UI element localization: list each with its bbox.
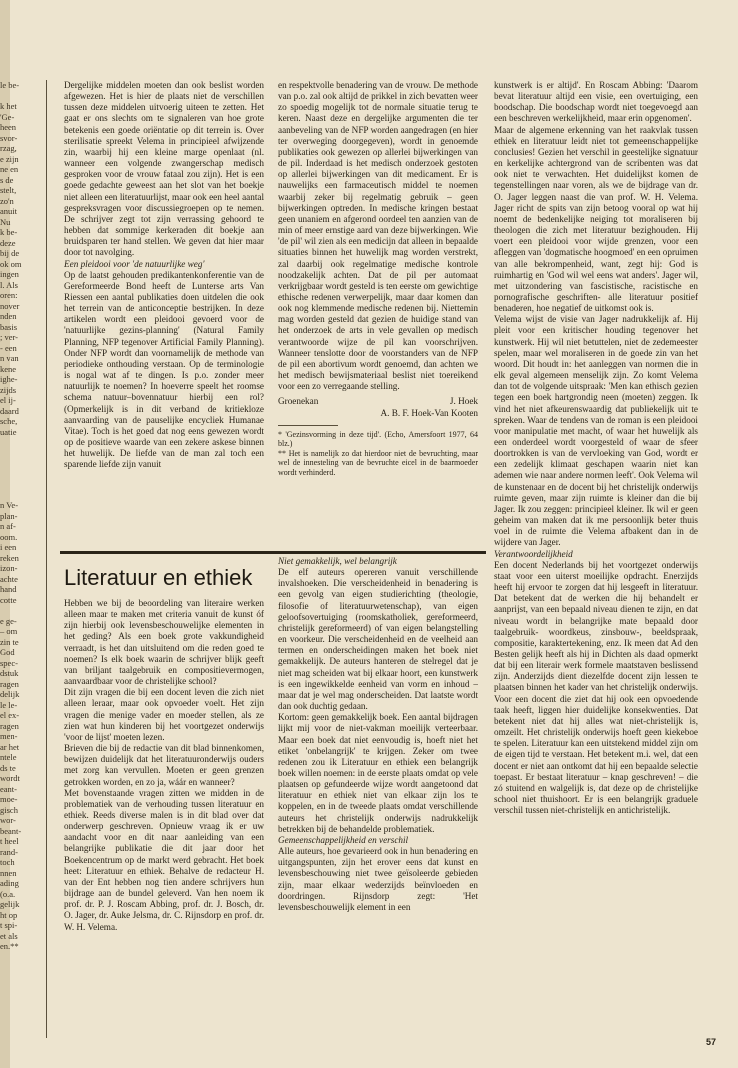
signature-name-2: A. B. F. Hoek-Van Kooten — [380, 407, 478, 418]
margin-line: eant- — [0, 783, 17, 794]
article-title: Literatuur en ethiek — [64, 565, 253, 590]
margin-line: - een — [0, 342, 17, 353]
margin-line: zin te — [0, 636, 19, 647]
margin-line: el ij- — [0, 395, 16, 405]
margin-line: bij de — [0, 248, 20, 258]
margin-line: beant- — [0, 825, 22, 836]
paragraph: Met bovenstaande vragen zitten we midden in de problematiek van de verhouding tussen literatuur en ethiek. Reeds diverse malen is in dit blad over dat onderwerp geschreven. Opnieuw vraag ik er uw aandacht voor en dit naar aanleiding van een belangrijke publikatie die dit jaar door het Boekencentrum op de markt werd gebracht. Het boek heet: Literatuur en ethiek. Behalve de redacteur H. van der Ent hebben nog tien andere schrijvers hun bijdrage aan de bundel geleverd. Van hen noem ik prof. dr. P. J. Roscam Abbing, prof. dr. J. Bosch, dr. O. Jager, dr. Auke Jelsma, dr. C. Rijnsdorp en prof. dr. W. H. Velema. — [64, 787, 264, 932]
margin-line: deze — [0, 237, 16, 248]
margin-line: basis — [0, 321, 17, 332]
margin-line: zo'n — [0, 195, 14, 206]
column-3 — [494, 80, 698, 1030]
column-rule-left — [46, 80, 47, 1038]
margin-line: ds te — [0, 762, 16, 773]
margin-line: toch — [0, 857, 15, 867]
margin-line: ne en — [0, 164, 19, 174]
subheading: Verantwoordelijkheid — [494, 548, 573, 559]
margin-line: nden — [0, 311, 17, 321]
margin-line: Nu — [0, 216, 11, 227]
margin-line: et als — [0, 930, 18, 941]
paragraph: Alle auteurs, hoe gevarieerd ook in hun benadering en uitgangspunten, zijn het erover eens dat kunst en levensbeschouwing niet twee geïsoleerde gebieden zijn, maar elkaar wederzijds beïnvloeden en doordringen. Rijnsdorp zegt: 'Het levensbeschouwelijk element in een — [278, 846, 478, 912]
margin-line: ht op — [0, 909, 18, 920]
column-2-top — [278, 80, 478, 545]
margin-line: zijds — [0, 384, 17, 395]
margin-line: en.** — [0, 941, 19, 951]
margin-line — [0, 458, 34, 469]
margin-line: izon- — [0, 563, 18, 573]
margin-line: k be- — [0, 227, 18, 237]
margin-line: ntele — [0, 752, 17, 762]
margin-line: i een — [0, 542, 17, 552]
margin-line: ingen — [0, 269, 19, 279]
margin-line: stelt, — [0, 185, 17, 195]
margin-line: wordt — [0, 773, 20, 783]
paragraph: De elf auteurs opereren vanuit verschillende invalshoeken. Die verscheidenheid in benadering is een gevolg van eigen studierichting (theologie, filosofie of literatuurwetenschap), van eigen geloofsovertuiging (roomskatholiek, gereformeerd, christelijk gereformeerd) of van eigen belangstelling en voorkeur. Die verscheidenheid en de veelheid aan termen en onderscheidingen maken het boek niet gemakkelijk. De auteurs hanteren de stelregel dat je niet mag scheiden wat bij elkaar hoort, een kunstwerk is een ingewikkelde eenheid van vorm en inhoud – maar dat je wel mag onderscheiden. Dat laatste wordt dan ook duchtig gedaan. — [278, 567, 478, 712]
margin-line: kene — [0, 363, 17, 374]
margin-line: men- — [0, 731, 18, 741]
subheading: Een pleidooi voor 'de natuurlijke weg' — [64, 258, 205, 269]
paragraph: en respektvolle benadering van de vrouw. De methode van p.o. zal ook altijd de prikkel in zich bevatten weer zo spoedig mogelijk tot de normale situatie terug te keren. Naast deze en dergelijke argumenten die ter aanbeveling van de NFP worden aangedragen (en hier ter overweging doorgegeven), wordt in genoemde publikaties ook gewezen op allerlei bijwerkingen van de pil. Inderdaad is het medisch onderzoek gestoten op allerlei bijwerkingen van dit medicament. Er is nauwelijks een farmaceutisch middel te noemen waarbij zeker bij regelmatig gebruik – geen bijwerkingen optreden. In medische kringen bestaat geen unaniem en afgerond oordeel ten aanzien van de min of meer ernstige aard van deze bijwerkingen. Wie 'de pil' wil zien als een medicijn dat alleen in bepaalde situaties binnen het huwelijk mag worden verstrekt, zal daarbij ook regelmatige medische kontrole noodzakelijk achten. Dat de pil per automaat verkrijgbaar wordt gesteld is ten eerste om gewichtige ethische redenen verwerpelijk, maar daar komen dan ook nog klemmende medische redenen bij. Niettemin mag worden gesteld dat gezien de huidige stand van het onderzoek de arts in vele gevallen op medisch verantwoorde wijze de pil kan voorschrijven. Wanneer tenslotte door de voorstanders van de NFP de pil een abortivum wordt genoemd, dan achten we het medisch bewijsmateriaal beslist niet toereikend voor een zo verregaande stelling. — [278, 80, 478, 392]
paragraph: Dergelijke middelen moeten dan ook beslist worden afgewezen. Het is hier de plaats niet de verschillen tussen deze middelen uitvoerig uiteen te zetten. Het gaat er ons slechts om te signaleren van hoe grote betekenis een goede oriëntatie op dit terrein is. Over sterilisatie spreekt Velema in principieel afwijzende zin, waarbij hij een kleine marge openlaat (nl. wanneer een volgende zwangerschap medisch gesproken voor de vrouw fataal zou zijn). Het is een goede gedachte geweest aan het slot van het boekje niet alleen een literatuurlijst, maar ook een heel aantal gespreksvragen voor discussiegroepen op te nemen. De schrijver zegt tot zijn verrassing gehoord te hebben dat sommige kerkeraden dit boekje aan bruidsparen ter hand stellen. We geven dat hier maar door tot navolging. — [64, 80, 264, 258]
margin-line: oren: — [0, 290, 18, 300]
margin-line: reken — [0, 552, 19, 563]
margin-line: t spi- — [0, 920, 18, 930]
margin-line: t heel — [0, 836, 19, 846]
margin-line: e ge- — [0, 615, 17, 626]
margin-line — [0, 469, 34, 480]
margin-line: delijk — [0, 689, 20, 699]
margin-line — [0, 91, 34, 102]
margin-line: n af- — [0, 521, 16, 531]
margin-line — [0, 490, 34, 501]
margin-line: e zijn — [0, 153, 19, 164]
paragraph: Een docent Nederlands bij het voortgezet onderwijs staat voor een uiterst moeilijke opdracht. Enerzijds heeft hij ervoor te zorgen dat hij lesgeeft in literatuur. Dat betekent dat de werken die hij behandelt er aanprijst, van een bepaald niveau dienen te zijn, en dat niveau wordt in belangrijke mate bepaald door taalgebruik- woordkeus, zinsbouw-, beeldspraak, compositie, karaktertekening, enz. Ik meen dat Ad den Besten gelijk heeft als hij in Dichten als daad opmerkt dat bij een literair werk formele maatstaven beslissend zijn. Anderzijds dient diezelfde docent zijn lessen te plaatsen binnen het kader van het christelijk onderwijs. Voor een docent die ziet dat hij ook een opvoedende taak heeft, liggen hier duidelijke konsekwenties. Dat betekent niet dat hij alles wat niet-christelijk is, omzeilt. Het christelijk onderwijs hoeft geen kiekeboe te spelen. Literatuur kan een uitstekend middel zijn om de eigen tijd te verstaan. Het betekent m.i. wel, dat een docent er niet aan ontkomt dat hij een bepaalde selectie toepast. Er bestaat literatuur – knap geschreven! – die zó stuitend en walgelijk is, dat deze op de christelijke school niet thuishoort. Er is een belangrijk graduele verschil tussen niet-christelijk en antichristelijk. — [494, 559, 698, 816]
footnote: ** Het is namelijk zo dat hierdoor niet de bevruchting, maar wel de innesteling van de bevruchte eicel in de baarmoeder wordt verhinderd. — [278, 448, 478, 478]
paragraph: Velema wijst de visie van Jager nadrukkelijk af. Hij pleit voor een kritischer houding tegenover het kunstwerk. Hij wil niet betuttelen, niet de zedemeester spelen, maar wel moraliseren in de goede zin van het woord. Dit houdt in: het aanleggen van normen die in elk geval algemeen menselijk zijn. Zo komt Velema dan tot de volgende uitspraak: 'Men kan ethisch gezien tegen een boek hartgrondig neen (moeten) zeggen. Ik vind het niet afkeurenswaardig dat publiekelijk uit te spreken. Waar de tendens van de roman is een pleidooi voor manipulatie met macht, of waar het huwelijk als een onderdeel wordt voorgesteld of waar de sfeer doortrokken is van de vervloeking van God, wordt er een zedelijk klimaat geschapen waarin niet kan ademen wie naar andere normen leeft'. Ook Velema wil de kunstenaar en de docent bij het christelijk onderwijs ruimte geven, maar zijn ruimte is kleiner dan die bij Jager. Ik zou zeggen: principieel kleiner. Ik wil er geen geheim van maken dat ik me persoonlijk beter thuis voel in de ruimte die Velema afbakent dan in de wijdere van Jager. — [494, 314, 698, 548]
margin-line: hand — [0, 584, 17, 594]
paragraph: Kortom: geen gemakkelijk boek. Een aantal bijdragen lijkt mij voor de niet-vakman moeilijk verteerbaar. Maar een boek dat niet eenvoudig is, hoeft niet het etiket 'onbelangrijk' te krijgen. Zeker om twee redenen zou ik Literatuur en ethiek een belangrijk boek willen noemen: in de eerste plaats omdat op vele plaatsen op gefundeerde wijze wordt aangetoond dat literatuur en ethiek niet van elkaar zijn los te koppelen, en in de tweede plaats omdat verschillende auteurs het christelijk onderwijs nadrukkelijk betrekken bij de behandelde problematiek. — [278, 712, 478, 834]
footnote-rule — [278, 425, 338, 426]
margin-line: 'Ge- — [0, 111, 15, 122]
margin-line: k het — [0, 101, 17, 111]
margin-line: l. Als — [0, 279, 18, 290]
column-1-article — [64, 598, 264, 1018]
margin-line: gisch — [0, 804, 18, 815]
paragraph: Dit zijn vragen die bij een docent leven die zich niet alleen leraar, maar ook opvoeder voelt. Het zijn vragen die menige vader en moeder stellen, als ze zien wat hun kinderen bij het voortgezet onderwijs 'voor de lijst' moeten lezen. — [64, 687, 264, 742]
margin-line: ighe- — [0, 374, 18, 384]
signature-name-1: J. Hoek — [449, 396, 478, 407]
signature-place: Groenekan — [278, 396, 319, 407]
margin-line: le be- — [0, 80, 20, 90]
margin-line: (o.a. — [0, 888, 16, 899]
margin-line — [0, 605, 34, 616]
margin-line: dstuk — [0, 668, 19, 678]
margin-line: sche, — [0, 416, 18, 426]
margin-line: ok om — [0, 258, 22, 269]
margin-line: wor- — [0, 815, 16, 825]
margin-line: daard — [0, 405, 19, 416]
margin-line: anuit — [0, 206, 17, 216]
paragraph: Hebben we bij de beoordeling van literaire werken alleen maar te maken met criteria vanuit de kunst óf zijn hierbij ook levensbeschouwelijke elementen in het geding? Als een boek grote vakkundigheid verraadt, is het dan uitsluitend om die reden goed te noemen? Is elk boek waarin de schrijver blijk geeft van briljant taalgebruik en compositievermogen, aanvaardbaar voor de christelijke school? — [64, 598, 264, 687]
margin-line: plan- — [0, 510, 18, 521]
footnote: * 'Gezinsvorming in deze tijd'. (Echo, Amersfoort 1977, 64 blz.) — [278, 429, 478, 449]
margin-line: rzag, — [0, 143, 17, 153]
page-number: 57 — [705, 1037, 716, 1047]
margin-line: achte — [0, 573, 18, 584]
left-page-margin-text — [0, 80, 34, 1000]
subheading: Niet gemakkelijk, wel belangrijk — [278, 556, 397, 566]
margin-line: uatie — [0, 426, 17, 437]
margin-line: el ex- — [0, 710, 20, 720]
signature-block — [278, 396, 478, 407]
paragraph: Op de laatst gehouden predikantenkonferentie van de Gereformeerde Bond heeft de Lunterse arts Van Riessen een aantal publikaties doen uitdelen die ook het terrein van de anticonceptie bestrijken. In deze artikelen wordt een pleidooi gevoerd voor de 'natuurlijke gezins-planning' (Natural Family Planning, NFP tegenover Artificial Family Planning). Onder NFP wordt dan voornamelijk de methode van periodieke onthouding verstaan. Op de terminologie is nogal wat af te dingen. Is p.o. zonder meer natuurlijk te noemen? In hoeverre speelt het roomse schema natuur–bovennatuur hierbij een rol? (Opmerkelijk is in dit verband de kritiekloze aanvaarding van de pauselijke encycliek Humanae Vitae). Toch is het goed dat nog eens gewezen wordt op de positieve waarde van een zekere askese binnen het huwelijk. De liefde van de man zal toch een sparende liefde zijn vanuit — [64, 269, 264, 470]
paragraph: Maar de algemene erkenning van het raakvlak tussen ethiek en literatuur leidt niet tot gemeenschappelijke conclusies! Gezien het verschil in geestelijke signatuur en kerkelijke achtergrond van de scribenten was dat ook niet te verwachten. Het duidelijkst komen de tegenstellingen naar voren, als we de bijdrage van dr. O. Jager leggen naast die van prof. W. H. Velema. Jager richt de spits van zijn betoog vooral op wat hij noemt de bedenkelijke neiging tot moraliseren bij theologen die zich met literatuur bezighouden. Hij voert een pleidooi voor wijde grenzen, voor een afleggen van 'dogmatische hoogmoed' en een opruimen van alle bekrompenheid, want, zegt hij: God is ruimhartig en 'God wil wel eens wat anders'. Jager wil, met uitzondering van fascistische, racistische en pornografische geschriften- alle literatuur positief benaderen, hoe negatief de uitkomst ook is. — [494, 124, 698, 314]
column-1-top — [64, 80, 264, 550]
margin-line: oom. — [0, 531, 18, 542]
margin-line: ragen — [0, 678, 19, 689]
margin-line: – om — [0, 626, 18, 636]
paragraph: kunstwerk is er altijd'. En Roscam Abbing: 'Daarom bevat literatuur altijd een visie, een overtuiging, een boodschap. Die boodschap wordt niet toegevoegd aan een beschreven werkelijkheid, maar erin opgenomen'. — [494, 80, 698, 124]
margin-line: rand- — [0, 846, 18, 857]
margin-line: ar het — [0, 741, 20, 752]
margin-line: ading — [0, 878, 19, 888]
margin-line: ragen — [0, 720, 19, 731]
margin-line: svor- — [0, 132, 18, 143]
paragraph: Brieven die bij de redactie van dit blad binnenkomen, bewijzen duidelijk dat het literatuuronderwijs ouders met zorg kan vervullen. Moeten er geen grenzen getrokken worden, en zo ja, wáár en wanneer? — [64, 743, 264, 787]
margin-line: moe- — [0, 794, 18, 804]
margin-line: s de — [0, 174, 14, 185]
margin-line: spec- — [0, 657, 18, 668]
margin-line: gelijk — [0, 899, 20, 909]
margin-line — [0, 437, 34, 448]
column-2-article — [278, 556, 478, 1018]
margin-line: God — [0, 647, 15, 657]
subheading: Gemeenschappelijkheid en verschil — [278, 834, 409, 845]
margin-line: le le- — [0, 699, 18, 710]
article-divider-rule — [60, 551, 486, 554]
margin-line: ; ver- — [0, 332, 19, 342]
margin-line: nover — [0, 300, 20, 311]
margin-line: n Ve- — [0, 500, 19, 510]
margin-line: n van — [0, 353, 19, 363]
margin-line — [0, 479, 34, 490]
margin-line — [0, 448, 34, 459]
margin-line: nnen — [0, 867, 17, 878]
margin-line: heen — [0, 122, 17, 132]
margin-line: cotte — [0, 594, 17, 605]
